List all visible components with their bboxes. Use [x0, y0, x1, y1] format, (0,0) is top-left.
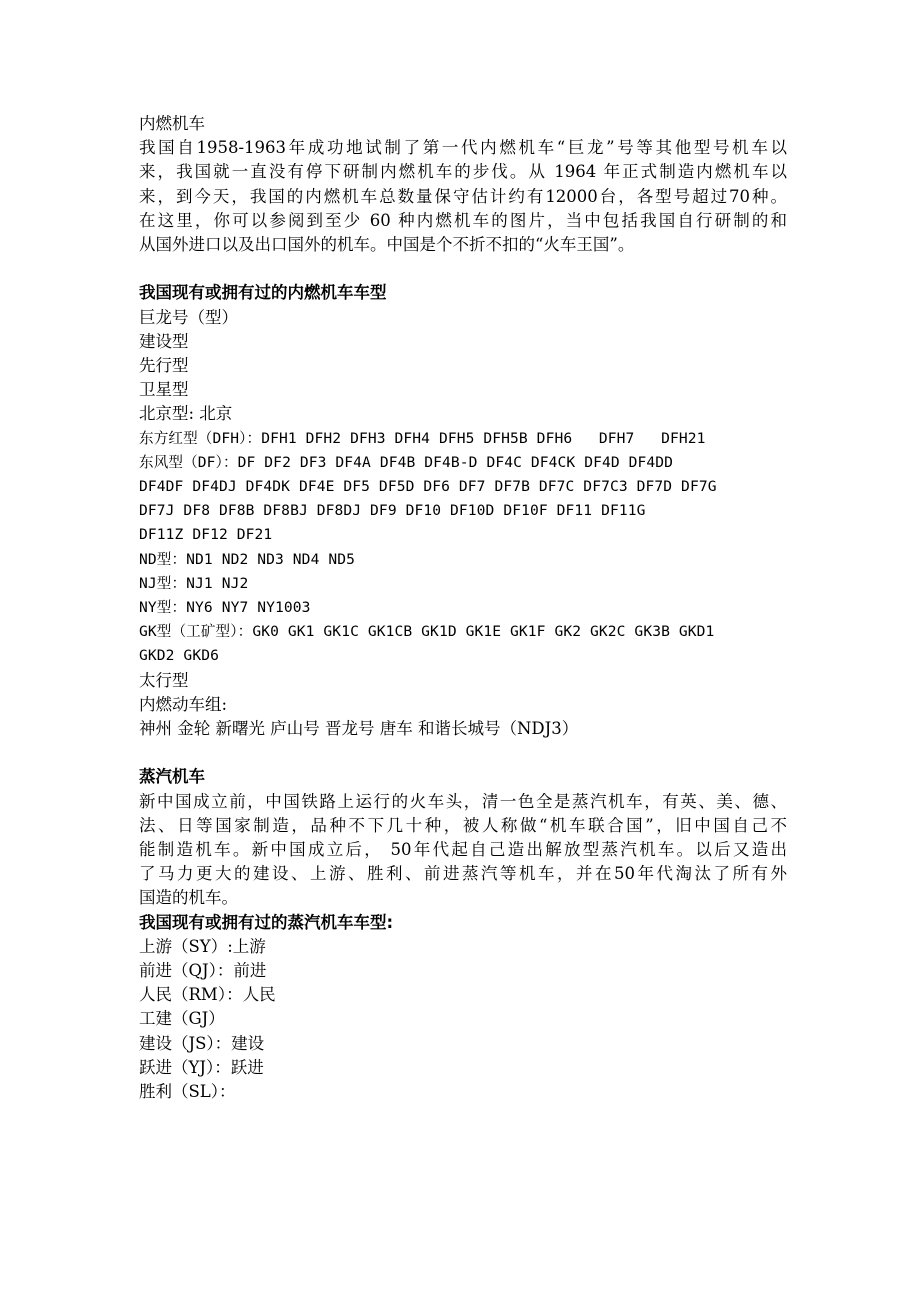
- diesel-model-line: GK型（工矿型）：GK0 GK1 GK1C GK1CB GK1D GK1E GK1F GK2 GK2C GK3B GKD1: [139, 623, 715, 641]
- steam-intro-line: 新中国成立前，中国铁路上运行的火车头，清一色全是蒸汽机车，有英、美、德、: [139, 791, 787, 811]
- diesel-model-line: GKD2 GKD6: [139, 647, 219, 665]
- diesel-model-line: 内燃动车组:: [139, 694, 228, 714]
- diesel-model-line: 太行型: [139, 670, 189, 690]
- diesel-model-line: 卫星型: [139, 380, 189, 400]
- steam-model-line: 跃进（YJ）：跃进: [139, 1057, 264, 1077]
- diesel-models-heading: 我国现有或拥有过的内燃机车车型: [139, 283, 387, 303]
- steam-model-line: 前进（QJ）：前进: [139, 961, 267, 981]
- diesel-model-line: 东方红型（DFH）：DFH1 DFH2 DFH3 DFH4 DFH5 DFH5B DFH6 DFH7 DFH21: [139, 429, 706, 447]
- diesel-model-line: 巨龙号（型）: [139, 307, 238, 327]
- diesel-model-line: ND型：ND1 ND2 ND3 ND4 ND5: [139, 550, 355, 568]
- diesel-model-line: 建设型: [139, 331, 189, 351]
- steam-intro-line: 法、日等国家制造，品种不下几十种，被人称做“机车联合国”，旧中国自己不: [139, 815, 787, 835]
- steam-models-heading: 我国现有或拥有过的蒸汽机车车型:: [139, 912, 394, 932]
- steam-model-line: 上游（SY）:上游: [139, 936, 266, 956]
- steam-intro-line: 能制造机车。新中国成立后， 50年代起自己造出解放型蒸汽机车。以后又造出: [139, 840, 787, 860]
- diesel-model-line: 东风型（DF）：DF DF2 DF3 DF4A DF4B DF4B-D DF4C DF4CK DF4D DF4DD: [139, 453, 674, 471]
- diesel-model-line: 北京型: 北京: [139, 404, 233, 424]
- diesel-model-line: NJ型：NJ1 NJ2: [139, 574, 249, 592]
- blank-line: [139, 257, 787, 281]
- diesel-intro-line: 来，我国就一直没有停下研制内燃机车的步伐。从 1964 年正式制造内燃机车以: [139, 162, 787, 182]
- diesel-model-line: DF7J DF8 DF8B DF8BJ DF8DJ DF9 DF10 DF10D DF10F DF11 DF11G: [139, 502, 646, 520]
- steam-section-title: 蒸汽机车: [139, 767, 205, 787]
- steam-model-line: 人民（RM）：人民: [139, 985, 276, 1005]
- diesel-model-line: 先行型: [139, 356, 189, 376]
- diesel-model-line: DF11Z DF12 DF21: [139, 526, 273, 544]
- diesel-model-line: NY型：NY6 NY7 NY1003: [139, 599, 311, 617]
- steam-model-line: 建设（JS）：建设: [139, 1033, 265, 1053]
- diesel-intro-line: 在这里，你可以参阅到至少 60 种内燃机车的图片，当中包括我国自行研制的和: [139, 210, 787, 230]
- diesel-intro-line: 从国外进口以及出口国外的机车。中国是个不折不扣的“火车王国”。: [139, 235, 635, 255]
- steam-intro-line: 了马力更大的建设、上游、胜利、前进蒸汽等机车，并在50年代淘汰了所有外: [139, 864, 787, 884]
- diesel-section-title: 内燃机车: [139, 114, 205, 133]
- diesel-intro-line: 来，到今天，我国的内燃机车总数量保守估计约有12000台，各型号超过70种。: [139, 186, 787, 206]
- steam-model-line: 工建（GJ）: [139, 1009, 225, 1029]
- steam-model-line: 胜利（SL）：: [139, 1082, 236, 1102]
- diesel-model-line: DF4DF DF4DJ DF4DK DF4E DF5 DF5D DF6 DF7 DF7B DF7C DF7C3 DF7D DF7G: [139, 478, 717, 496]
- steam-intro-line: 国造的机车。: [139, 888, 238, 908]
- document-page: [139, 112, 787, 1104]
- diesel-intro-line: 我国自1958-1963年成功地试制了第一代内燃机车“巨龙”号等其他型号机车以: [139, 138, 787, 158]
- diesel-model-line: 神州 金轮 新曙光 庐山号 晋龙号 唐车 和谐长城号（NDJ3）: [139, 719, 579, 739]
- blank-line: [139, 741, 787, 765]
